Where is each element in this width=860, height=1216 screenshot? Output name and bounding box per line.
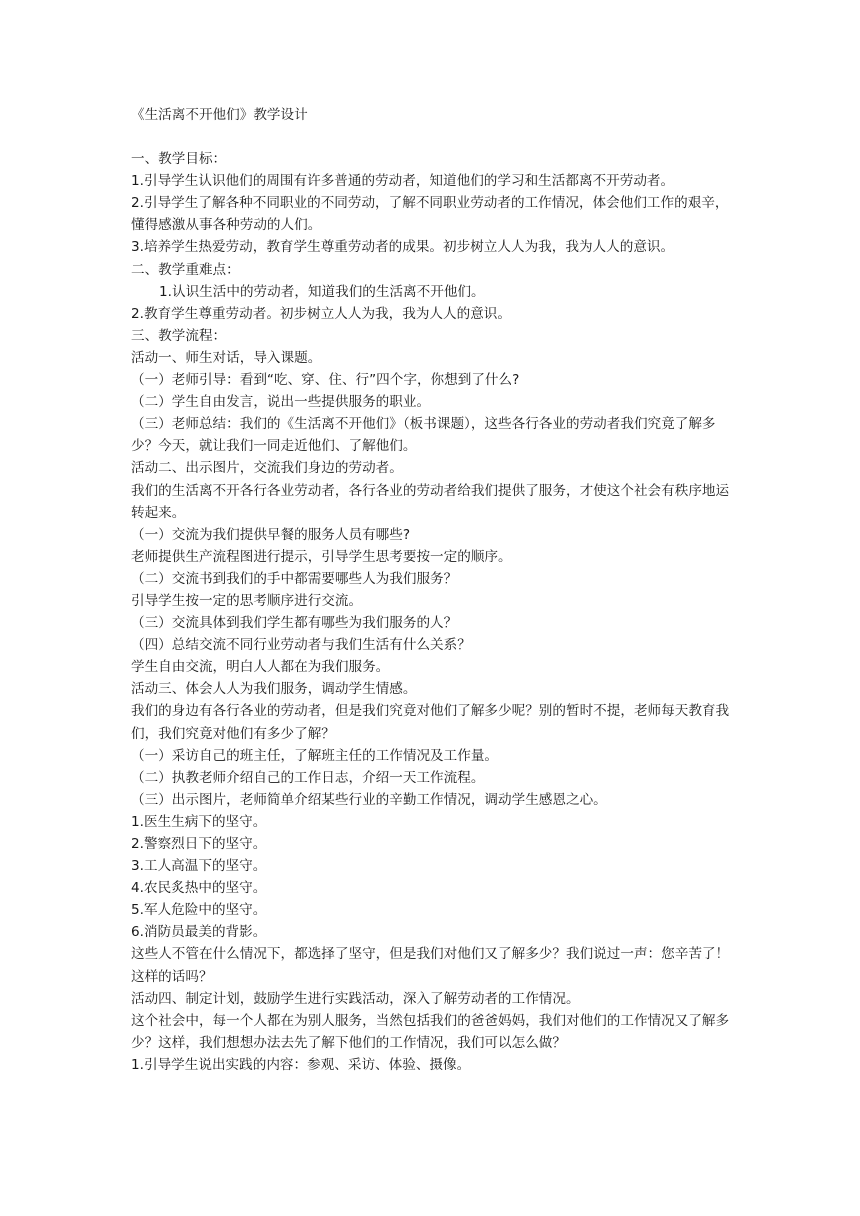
key-point-item: 2.教育学生尊重劳动者。初步树立人人为我，我为人人的意识。 bbox=[131, 305, 511, 322]
section-heading-goals: 一、教学目标： bbox=[131, 151, 227, 168]
activity-heading: 活动二、出示图片，交流我们身边的劳动者。 bbox=[131, 460, 403, 477]
paragraph: （三）出示图片，老师简单介绍某些行业的辛勤工作情况，调动学生感恩之心。 bbox=[131, 791, 607, 808]
paragraph: 我们的身边有各行各业的劳动者，但是我们究竟对他们了解多少呢？别的暂时不提，老师每天教育我们，我们究竟对他们有多少了解？ bbox=[131, 703, 730, 742]
paragraph: （二）执教老师介绍自己的工作日志，介绍一天工作流程。 bbox=[131, 769, 485, 786]
paragraph: （三）交流具体到我们学生都有哪些为我们服务的人？ bbox=[131, 615, 458, 632]
goal-item: 3.培养学生热爱劳动，教育学生尊重劳动者的成果。初步树立人人为我，我为人人的意识。 bbox=[131, 239, 675, 256]
goal-item: 2.引导学生了解各种不同职业的不同劳动，了解不同职业劳动者的工作情况，体会他们工作的艰辛，懂得感激从事各种劳动的人们。 bbox=[131, 195, 729, 234]
paragraph: 老师提供生产流程图进行提示，引导学生思考要按一定的顺序。 bbox=[131, 548, 512, 565]
key-point-item: 1.认识生活中的劳动者，知道我们的生活离不开他们。 bbox=[159, 283, 485, 300]
document-body bbox=[131, 104, 737, 1076]
list-item: 1.引导学生说出实践的内容：参观、采访、体验、摄像。 bbox=[131, 1056, 471, 1073]
paragraph: （一）采访自己的班主任，了解班主任的工作情况及工作量。 bbox=[131, 747, 499, 764]
activity-heading: 活动一、师生对话，导入课题。 bbox=[131, 349, 322, 366]
section-heading-process: 三、教学流程： bbox=[131, 327, 227, 344]
list-item: 6.消防员最美的背影。 bbox=[131, 924, 267, 941]
paragraph: 这些人不管在什么情况下，都选择了坚守，但是我们对他们又了解多少？我们说过一声：您辛苦了！这样的话吗？ bbox=[131, 946, 730, 985]
paragraph: （一）老师引导：看到“吃、穿、住、行”四个字，你想到了什么? bbox=[131, 372, 520, 389]
paragraph: 引导学生按一定的思考顺序进行交流。 bbox=[131, 592, 363, 609]
activity-heading: 活动四、制定计划，鼓励学生进行实践活动，深入了解劳动者的工作情况。 bbox=[131, 990, 580, 1007]
list-item: 4.农民炙热中的坚守。 bbox=[131, 880, 267, 897]
paragraph: （二）交流书到我们的手中都需要哪些人为我们服务？ bbox=[131, 570, 458, 587]
paragraph: （四）总结交流不同行业劳动者与我们生活有什么关系？ bbox=[131, 637, 471, 654]
list-item: 3.工人高温下的坚守。 bbox=[131, 858, 267, 875]
list-item: 5.军人危险中的坚守。 bbox=[131, 902, 267, 919]
paragraph: 这个社会中，每一个人都在为别人服务，当然包括我们的爸爸妈妈，我们对他们的工作情况又了解多少？这样，我们想想办法去先了解下他们的工作情况，我们可以怎么做？ bbox=[131, 1012, 730, 1051]
paragraph: 学生自由交流，明白人人都在为我们服务。 bbox=[131, 659, 390, 676]
list-item: 2.警察烈日下的坚守。 bbox=[131, 836, 267, 852]
section-heading-key-points: 二、教学重难点： bbox=[131, 261, 240, 278]
paragraph: （一）交流为我们提供早餐的服务人员有哪些? bbox=[131, 526, 411, 543]
goal-item: 1.引导学生认识他们的周围有许多普通的劳动者，知道他们的学习和生活都离不开劳动者。 bbox=[131, 173, 675, 190]
activity-heading: 活动三、体会人人为我们服务，调动学生情感。 bbox=[131, 681, 417, 698]
document-title: 《生活离不开他们》教学设计 bbox=[131, 107, 308, 123]
paragraph: （二）学生自由发言，说出一些提供服务的职业。 bbox=[131, 394, 431, 411]
list-item: 1.医生生病下的坚守。 bbox=[131, 813, 267, 830]
paragraph: 我们的生活离不开各行各业劳动者，各行各业的劳动者给我们提供了服务，才使这个社会有秩序地运转起来。 bbox=[131, 482, 730, 521]
paragraph: （三）老师总结：我们的《生活离不开他们》（板书课题），这些各行各业的劳动者我们究竟了解多少？今天，就让我们一同走近他们、了解他们。 bbox=[131, 416, 716, 455]
